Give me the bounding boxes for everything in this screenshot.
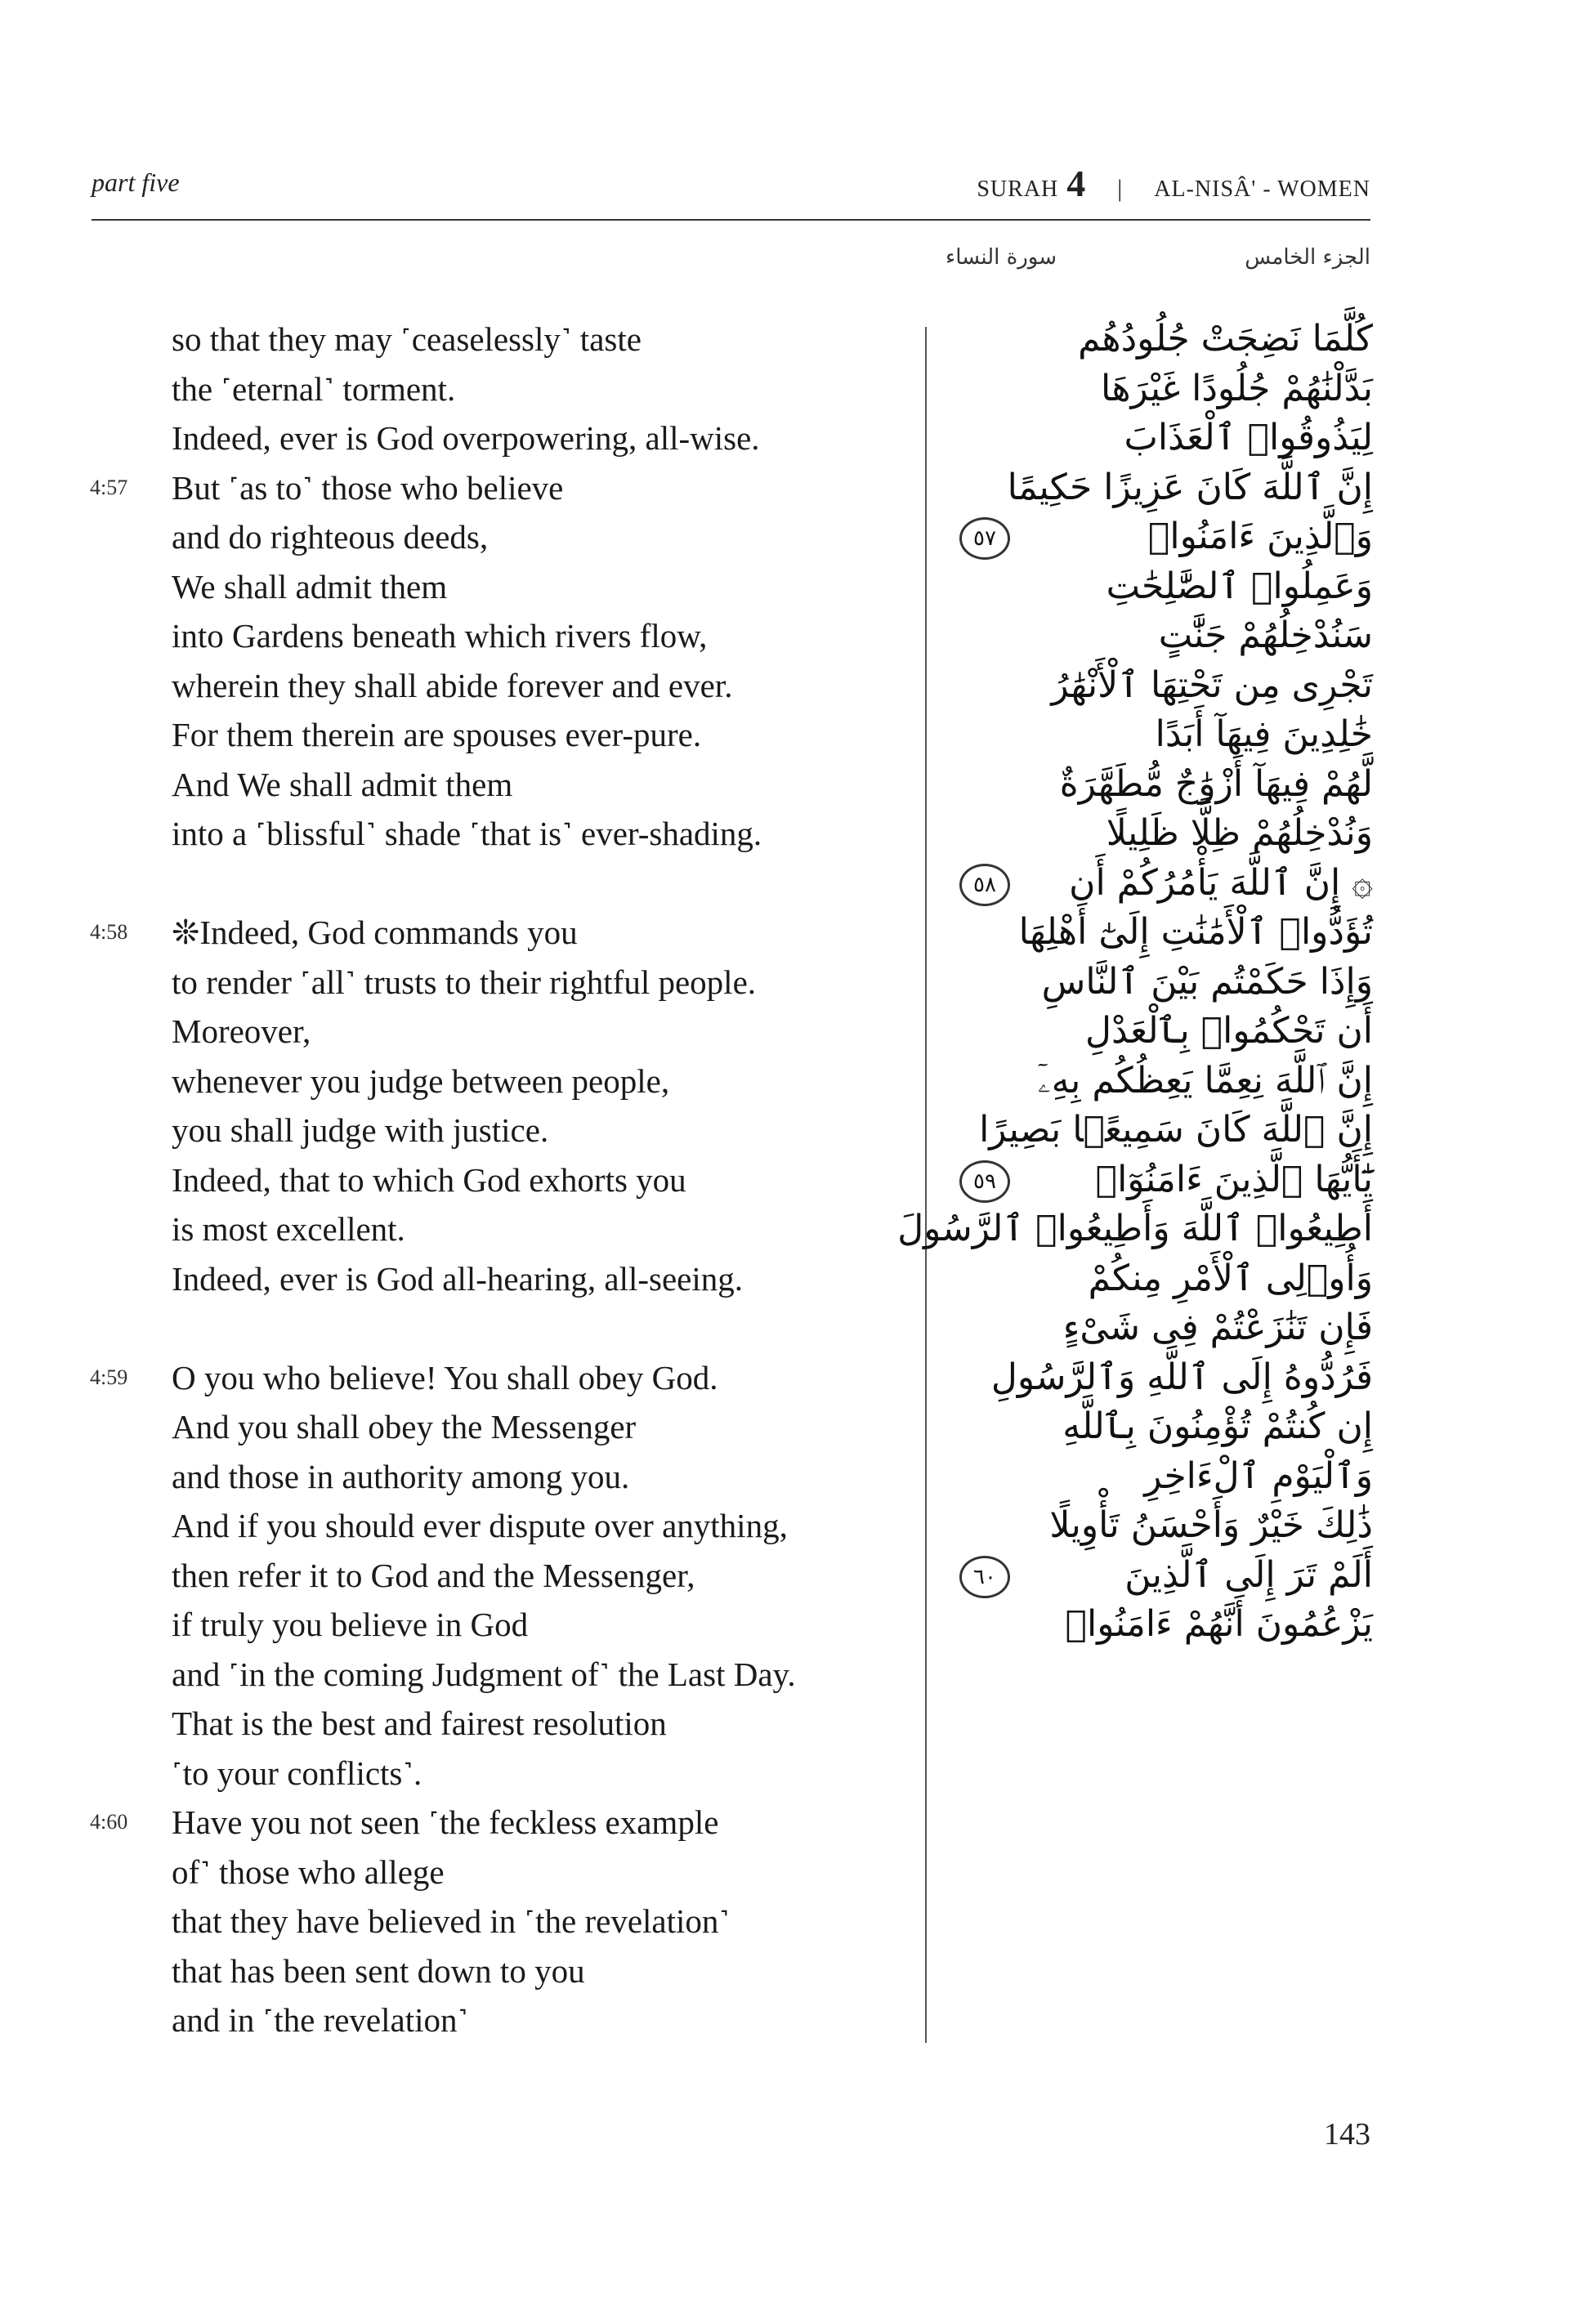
arabic-text: وَأُو۟لِى ٱلْأَمْرِ مِنكُمْ <box>1088 1257 1373 1299</box>
translation-line <box>65 463 899 513</box>
translation-text: is most excellent. <box>172 1210 405 1248</box>
translation-line <box>65 1106 899 1155</box>
header-separator: | <box>1117 175 1124 202</box>
translation-text: that has been sent down to you <box>172 1951 585 1990</box>
translation-text: the ˹eternal˺ torment. <box>172 369 456 408</box>
translation-text: Indeed, ever is God overpowering, all-wise. <box>172 419 760 457</box>
arabic-text: ذَٰلِكَ خَيْرٌ وَأَحْسَنُ تَأْوِيلًا <box>1049 1504 1373 1546</box>
page-number: 143 <box>1324 2117 1370 2151</box>
translation-line <box>65 1897 899 1946</box>
translation-text: Indeed, that to which God exhorts you <box>172 1160 686 1199</box>
arabic-line <box>948 364 1373 414</box>
arabic-line <box>948 562 1373 612</box>
verse-number: 4:57 <box>90 475 128 499</box>
running-head-part: part five <box>92 168 180 197</box>
verse-number: 4:59 <box>90 1365 128 1389</box>
translation-line <box>65 809 899 859</box>
translation-line <box>65 413 899 463</box>
arabic-text: لَّهُمْ فِيهَآ أَزْوَٰجٌ مُّطَهَّرَةٌ <box>1059 762 1373 805</box>
translation-text: into a ˹blissful˺ shade ˹that is˺ ever-shading. <box>172 815 762 852</box>
arabic-text: خَٰلِدِينَ فِيهَآ أَبَدًا <box>1155 713 1373 755</box>
translation-text: and in ˹the revelation˺ <box>172 2001 469 2039</box>
arabic-text: يَزْعُمُونَ أَنَّهُمْ ءَامَنُوا۟ <box>1065 1603 1373 1645</box>
arabic-text: سَنُدْخِلُهُمْ جَنَّٰتٍ <box>1158 614 1373 656</box>
arabic-line <box>948 1303 1373 1353</box>
translation-line <box>65 364 899 414</box>
translation-text: That is the best and fairest resolution <box>172 1705 667 1742</box>
translation-line <box>65 1007 899 1057</box>
arabic-line <box>948 809 1373 859</box>
header-rule <box>92 219 1370 221</box>
arabic-part-label: الجزء الخامس <box>1245 245 1370 270</box>
arabic-text: كُلَّمَا نَضِجَتْ جُلُودُهُم <box>1078 318 1373 360</box>
arabic-line <box>948 1007 1373 1057</box>
translation-line <box>65 1204 899 1254</box>
arabic-text: أَن تَحْكُمُوا۟ بِٱلْعَدْلِ <box>1085 1010 1373 1052</box>
translation-line <box>65 1057 899 1106</box>
verse-marker-icon: ٦٠ <box>959 1556 1010 1598</box>
arabic-line <box>948 958 1373 1008</box>
arabic-text: تَجْرِى مِن تَحْتِهَا ٱلْأَنْهَٰرُ <box>1051 664 1373 706</box>
translation-text: ˹to your conflicts˺. <box>172 1754 422 1792</box>
arabic-line <box>897 1204 1373 1254</box>
translation-text: And you shall obey the Messenger <box>172 1408 637 1445</box>
verse-number: 4:60 <box>90 1810 128 1834</box>
arabic-text: وَنُدْخِلُهُمْ ظِلًّا ظَلِيلًا <box>1106 812 1373 854</box>
translation-text: that they have believed in ˹the revelation˺ <box>172 1902 731 1940</box>
translation-line <box>65 1600 899 1650</box>
translation-text: of˺ those who allege <box>172 1852 445 1891</box>
translation-text: For them therein are spouses ever-pure. <box>172 716 702 753</box>
arabic-line <box>948 1501 1373 1551</box>
translation-line <box>65 1848 899 1897</box>
arabic-line <box>948 1106 1373 1155</box>
translation-line <box>65 1798 899 1848</box>
translation-text: you shall judge with justice. <box>172 1111 549 1149</box>
verse-marker-icon: ٥٨ <box>959 864 1010 906</box>
translation-line <box>65 661 899 711</box>
arabic-line <box>948 512 1373 562</box>
translation-text: But ˹as to˺ those who believe <box>172 468 564 507</box>
arabic-running-head <box>946 245 1370 270</box>
arabic-line <box>948 1155 1373 1205</box>
translation-text: and those in authority among you. <box>172 1457 630 1495</box>
translation-line <box>65 562 899 612</box>
arabic-line <box>948 908 1373 958</box>
verse-number: 4:58 <box>90 920 128 944</box>
arabic-text: يَٰٓأَيُّهَا ٱلَّذِينَ ءَامَنُوٓا۟ <box>1095 1158 1373 1200</box>
arabic-text: وَٱلْيَوْمِ ٱلْءَاخِرِ <box>1144 1454 1373 1497</box>
verse-marker-icon: ٥٧ <box>959 517 1010 560</box>
arabic-text: بَدَّلْنَٰهُمْ جُلُودًا غَيْرَهَا <box>1100 367 1373 409</box>
arabic-text: فَرُدُّوهُ إِلَى ٱللَّهِ وَٱلرَّسُولِ <box>990 1356 1373 1398</box>
running-head-surah <box>977 162 1370 205</box>
translation-line <box>65 1995 899 2045</box>
arabic-line <box>948 1402 1373 1452</box>
translation-text: then refer it to God and the Messenger, <box>172 1556 695 1594</box>
surah-number: 4 <box>1066 163 1087 204</box>
arabic-text-column <box>897 315 1373 1650</box>
translation-line <box>65 1353 899 1403</box>
translation-line <box>65 1650 899 1700</box>
surah-label: SURAH <box>977 176 1059 202</box>
arabic-line <box>948 1057 1373 1106</box>
translation-line <box>65 908 899 958</box>
arabic-line <box>948 760 1373 810</box>
translation-text: And We shall admit them <box>172 765 513 803</box>
arabic-text: إِن كُنتُمْ تُؤْمِنُونَ بِٱللَّهِ <box>1062 1405 1373 1447</box>
translation-line <box>65 760 899 810</box>
translation-text: Indeed, ever is God all-hearing, all-seeing. <box>172 1259 744 1298</box>
arabic-text: إِنَّ ٱللَّهَ نِعِمَّا يَعِظُكُم بِهِۦٓ <box>1037 1059 1373 1101</box>
translation-line <box>65 710 899 760</box>
translation-line <box>65 1946 899 1996</box>
arabic-text: ۞ إِنَّ ٱللَّهَ يَأْمُرُكُمْ أَن <box>1069 861 1373 904</box>
surah-name: AL-NISÂ' - WOMEN <box>1154 176 1370 202</box>
translation-line <box>65 958 899 1008</box>
arabic-text: أَطِيعُوا۟ ٱللَّهَ وَأَطِيعُوا۟ ٱلرَّسُولَ <box>897 1208 1373 1249</box>
arabic-line <box>948 463 1373 513</box>
translation-text: We shall admit them <box>172 567 448 605</box>
translation-text: into Gardens beneath which rivers flow, <box>172 617 708 655</box>
arabic-line <box>948 1353 1373 1403</box>
translation-line <box>65 859 899 909</box>
arabic-line <box>948 859 1373 909</box>
translation-line <box>65 1254 899 1304</box>
translation-text: whenever you judge between people, <box>172 1061 670 1100</box>
translation-text: Moreover, <box>172 1012 311 1050</box>
arabic-line <box>948 1600 1373 1650</box>
translation-line <box>65 611 899 661</box>
arabic-line <box>948 1452 1373 1502</box>
arabic-line <box>948 413 1373 463</box>
translation-text: to render ˹all˺ trusts to their rightful people. <box>172 963 757 1001</box>
arabic-text: لِيَذُوقُوا۟ ٱلْعَذَابَ <box>1124 417 1373 458</box>
arabic-line <box>948 710 1373 760</box>
arabic-text: فَإِن تَنَٰزَعْتُمْ فِى شَىْءٍ <box>1062 1307 1373 1348</box>
translation-text: ❊Indeed, God commands you <box>172 914 578 951</box>
translation-line <box>65 1749 899 1798</box>
translation-line <box>65 1303 899 1353</box>
arabic-line <box>948 611 1373 661</box>
arabic-text: إِنَّ ٱللَّهَ كَانَ عَزِيزًا حَكِيمًا <box>1007 466 1373 508</box>
translation-line <box>65 1402 899 1452</box>
translation-text: and ˹in the coming Judgment of˺ the Last Day. <box>172 1655 796 1693</box>
translation-text: Have you not seen ˹the feckless example <box>172 1803 719 1841</box>
translation-line <box>65 1501 899 1551</box>
translation-text: so that they may ˹ceaselessly˺ taste <box>172 320 642 358</box>
arabic-text: تُؤَدُّوا۟ ٱلْأَمَٰنَٰتِ إِلَىٰٓ أَهْلِهَا <box>1018 911 1373 953</box>
verse-marker-icon: ٥٩ <box>959 1160 1010 1203</box>
translation-text: O you who believe! You shall obey God. <box>172 1358 718 1396</box>
translation-line <box>65 1452 899 1502</box>
translation-text: And if you should ever dispute over anything, <box>172 1507 788 1544</box>
arabic-text: إِنَّ ٱللَّهَ كَانَ سَمِيعًۢا بَصِيرًا <box>979 1109 1373 1151</box>
arabic-line <box>948 1254 1373 1304</box>
translation-text: and do righteous deeds, <box>172 518 489 556</box>
arabic-line <box>948 661 1373 711</box>
translation-text: if truly you believe in God <box>172 1606 529 1643</box>
english-translation-column <box>65 315 899 2045</box>
arabic-text: أَلَمْ تَرَ إِلَى ٱلَّذِينَ <box>1124 1553 1373 1596</box>
arabic-text: وَإِذَا حَكَمْتُم بَيْنَ ٱلنَّاسِ <box>1041 960 1373 1003</box>
translation-line <box>65 1155 899 1205</box>
arabic-line <box>948 1551 1373 1601</box>
column-divider <box>925 327 927 2043</box>
translation-line <box>65 512 899 562</box>
arabic-line <box>948 315 1373 364</box>
translation-line <box>65 315 899 364</box>
translation-line <box>65 1551 899 1601</box>
arabic-surah-label: سورة النساء <box>946 245 1057 270</box>
translation-text: wherein they shall abide forever and ever. <box>172 666 733 704</box>
arabic-text: وَعَمِلُوا۟ ٱلصَّٰلِحَٰتِ <box>1106 565 1373 607</box>
arabic-text: وَٱلَّذِينَ ءَامَنُوا۟ <box>1148 516 1373 557</box>
translation-line <box>65 1699 899 1749</box>
